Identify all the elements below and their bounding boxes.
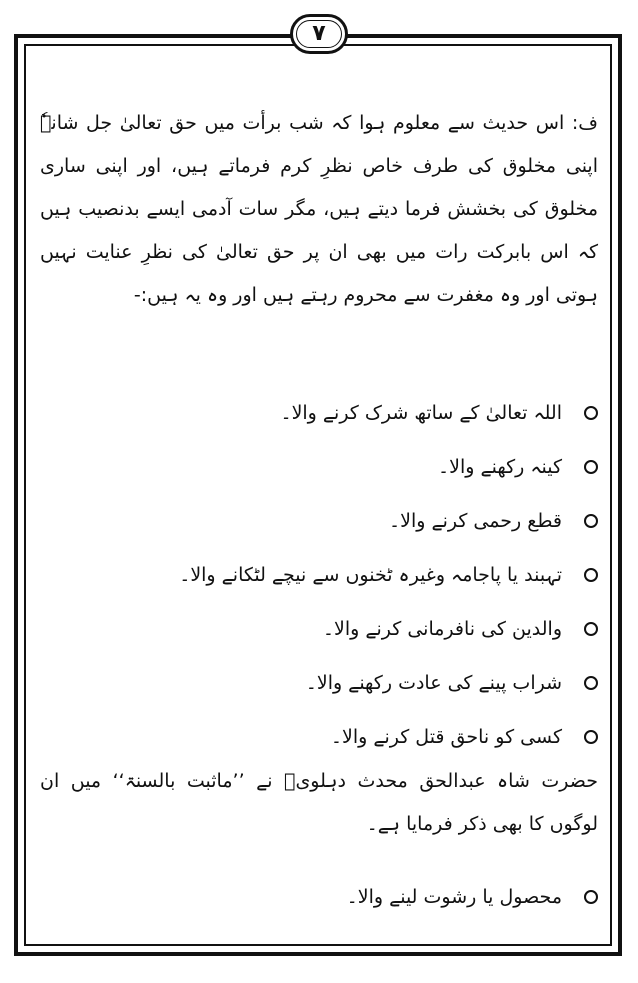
circle-bullet-icon [584, 406, 598, 420]
page-number-badge [290, 14, 348, 54]
page-number: ۷ [312, 21, 326, 46]
list-item-text: محصول یا رشوت لینے والا۔ [346, 886, 562, 908]
list-item-text: کسی کو ناحق قتل کرنے والا۔ [330, 726, 562, 748]
list-item [40, 548, 598, 602]
circle-bullet-icon [584, 622, 598, 636]
list-item-text: والدین کی نافرمانی کرنے والا۔ [322, 618, 562, 640]
intro-paragraph: ف: اس حدیث سے معلوم ہوا کہ شب برأت میں حق تعالیٰ جل شانہٗ اپنی مخلوق کی طرف خاص نظرِ کرم فرماتے ہیں، اور اپنی ساری مخلوق کی بخشش فرما دیتے ہیں، مگر سات آدمی ایسے بدنصیب ہیں کہ اس بابرکت رات میں بھی ان پر حق تعالیٰ کی نظرِ عنایت نہیں ہوتی اور وہ مغفرت سے محروم رہتے ہیں اور وہ یہ ہیں:- [40, 112, 598, 306]
list-item-text: شراب پینے کی عادت رکھنے والا۔ [305, 672, 562, 694]
list-item [40, 870, 598, 924]
deprived-people-list [40, 386, 598, 764]
circle-bullet-icon [584, 890, 598, 904]
list-item-text: تہبند یا پاجامہ وغیرہ ٹخنوں سے نیچے لٹکانے والا۔ [179, 564, 562, 586]
circle-bullet-icon [584, 676, 598, 690]
circle-bullet-icon [584, 460, 598, 474]
list-item [40, 656, 598, 710]
circle-bullet-icon [584, 730, 598, 744]
list-item [40, 494, 598, 548]
list-item [40, 440, 598, 494]
circle-bullet-icon [584, 514, 598, 528]
circle-bullet-icon [584, 568, 598, 582]
list-item-text: اللہ تعالیٰ کے ساتھ شرک کرنے والا۔ [280, 402, 562, 424]
list-item [40, 602, 598, 656]
list-item-text: قطع رحمی کرنے والا۔ [388, 510, 562, 532]
additional-people-list [40, 870, 598, 924]
list-item [40, 710, 598, 764]
list-item [40, 386, 598, 440]
list-item-text: کینہ رکھنے والا۔ [438, 456, 562, 478]
reference-paragraph: حضرت شاہ عبدالحق محدث دہلویؒ نے ’’ماثبت بالسنۃ‘‘ میں ان لوگوں کا بھی ذکر فرمایا ہے۔ [40, 770, 598, 835]
